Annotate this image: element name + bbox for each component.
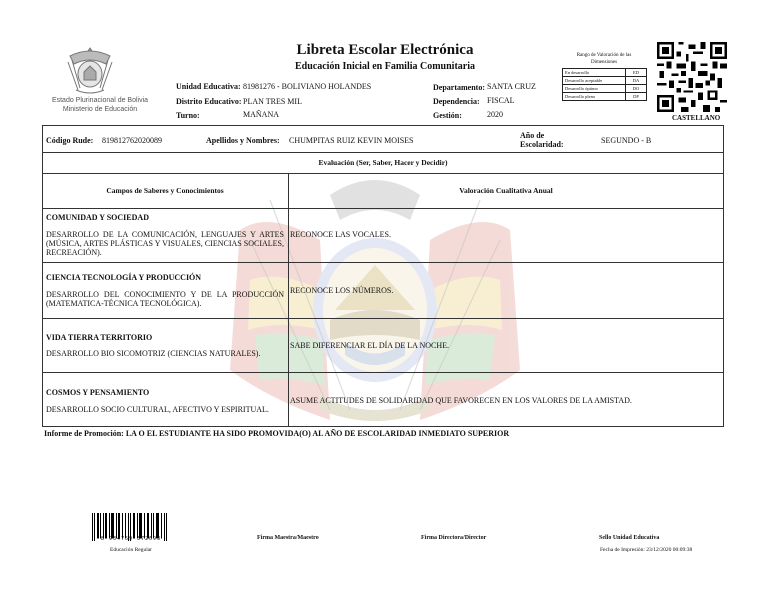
departamento-value: SANTA CRUZ bbox=[487, 82, 536, 91]
language-label: CASTELLANO bbox=[672, 114, 721, 122]
campo-title: COMUNIDAD Y SOCIEDAD bbox=[46, 213, 149, 222]
anio-label-line1: Año de bbox=[520, 131, 545, 140]
valoracion: RECONOCE LOS NÚMEROS. bbox=[290, 286, 394, 295]
departamento-label: Departamento: bbox=[433, 83, 485, 92]
campo-title: CIENCIA TECNOLOGÍA Y PRODUCCIÓN bbox=[46, 273, 202, 282]
coat-of-arms-logo bbox=[62, 44, 118, 96]
anio-label-line2: Escolaridad: bbox=[520, 140, 564, 149]
turno-label: Turno: bbox=[176, 111, 200, 120]
sello-unidad: Sello Unidad Educativa bbox=[599, 535, 660, 541]
campo-title: VIDA TIERRA TERRITORIO bbox=[46, 333, 153, 342]
campo-area: DESARROLLO SOCIO CULTURAL, AFECTIVO Y ESPIRITUAL. bbox=[46, 405, 269, 414]
distrito-label: Distrito Educativo: bbox=[176, 97, 242, 106]
rango-row bbox=[563, 85, 647, 93]
ministry-line1: Estado Plurinacional de Bolivia bbox=[51, 97, 149, 104]
unidad-value: 81981276 - BOLIVIANO HOLANDES bbox=[243, 82, 372, 91]
valoracion: ASUME ACTITUDES DE SOLIDARIDAD QUE FAVORECEN EN LOS VALORES DE LA AMISTAD. bbox=[290, 396, 632, 405]
ministry-name bbox=[44, 96, 156, 114]
gestion-value: 2020 bbox=[487, 110, 503, 119]
valoracion: SABE DIFERENCIAR EL DÍA DE LA NOCHE. bbox=[290, 341, 450, 350]
rude-label: Código Rude: bbox=[46, 136, 94, 145]
barcode-number: 8 934759 372693 bbox=[100, 536, 162, 542]
campo-area: DESARROLLO DEL CONOCIMIENTO Y DE LA PRODUCCIÓN (MATEMATICA-TÉCNICA TECNOLÓGICA). bbox=[46, 290, 284, 308]
campo-area: DESARROLLO DE LA COMUNICACIÓN, LENGUAJES Y ARTES (MÚSICA, ARTES PLÁSTICAS Y VISUALES, CIENCIAS SOCIALES, RECREACIÓN). bbox=[46, 230, 284, 257]
unidad-label: Unidad Educativa: bbox=[176, 82, 241, 91]
rango-title: Rango de Valoración de las Dimensiones bbox=[576, 53, 632, 65]
document-subtitle: Educación Inicial en Familia Comunitaria bbox=[294, 61, 475, 72]
col-valoracion-header: Valoración Cualitativa Anual bbox=[459, 186, 553, 195]
ministry-line2: Ministerio de Educación bbox=[62, 106, 138, 113]
campo-title: COSMOS Y PENSAMIENTO bbox=[46, 388, 150, 397]
gestion-label: Gestión: bbox=[433, 111, 462, 120]
dependencia-label: Dependencia: bbox=[433, 97, 480, 106]
rango-row bbox=[563, 69, 647, 77]
campo-area: DESARROLLO BIO SICOMOTRIZ (CIENCIAS NATURALES). bbox=[46, 349, 261, 358]
document-title: Libreta Escolar Electrónica bbox=[296, 42, 474, 58]
evaluacion-heading: Evaluación (Ser, Saber, Hacer y Decidir) bbox=[318, 158, 448, 167]
rango-table bbox=[562, 68, 647, 101]
rango-code: DO bbox=[626, 85, 647, 93]
qr-code bbox=[657, 42, 727, 112]
rango-label: En desarrollo bbox=[563, 69, 626, 77]
rude-value: 819812762020089 bbox=[102, 136, 162, 145]
rango-row bbox=[563, 77, 647, 85]
rango-label: Desarrollo pleno bbox=[563, 93, 626, 101]
valoracion: RECONOCE LAS VOCALES. bbox=[290, 230, 391, 239]
fecha-impresion: Fecha de Impresión: 23/12/2020 00:09:38 bbox=[600, 547, 693, 553]
anio-label bbox=[520, 131, 564, 149]
firma-director: Firma Directora/Director bbox=[421, 535, 487, 541]
rango-row bbox=[563, 93, 647, 101]
rango-code: DP bbox=[626, 93, 647, 101]
turno-value: MAÑANA bbox=[243, 110, 279, 119]
barcode-caption: Educación Regular bbox=[110, 547, 152, 553]
firma-maestra: Firma Maestra/Maestro bbox=[257, 535, 319, 541]
col-campos-header: Campos de Saberes y Conocimientos bbox=[106, 186, 224, 195]
informe-promocion: Informe de Promoción: LA O EL ESTUDIANTE HA SIDO PROMOVIDA(O) AL AÑO DE ESCOLARIDAD INMEDIATO SUPERIOR bbox=[44, 429, 510, 438]
nombre-value: CHUMPITAS RUIZ KEVIN MOISES bbox=[289, 136, 414, 145]
rango-code: ED bbox=[626, 69, 647, 77]
rango-label: Desarrollo óptimo bbox=[563, 85, 626, 93]
anio-value: SEGUNDO - B bbox=[601, 136, 652, 145]
dependencia-value: FISCAL bbox=[487, 96, 515, 105]
nombre-label: Apellidos y Nombres: bbox=[206, 136, 280, 145]
rango-code: DA bbox=[626, 77, 647, 85]
rango-label: Desarrollo aceptable bbox=[563, 77, 626, 85]
distrito-value: PLAN TRES MIL bbox=[243, 97, 302, 106]
